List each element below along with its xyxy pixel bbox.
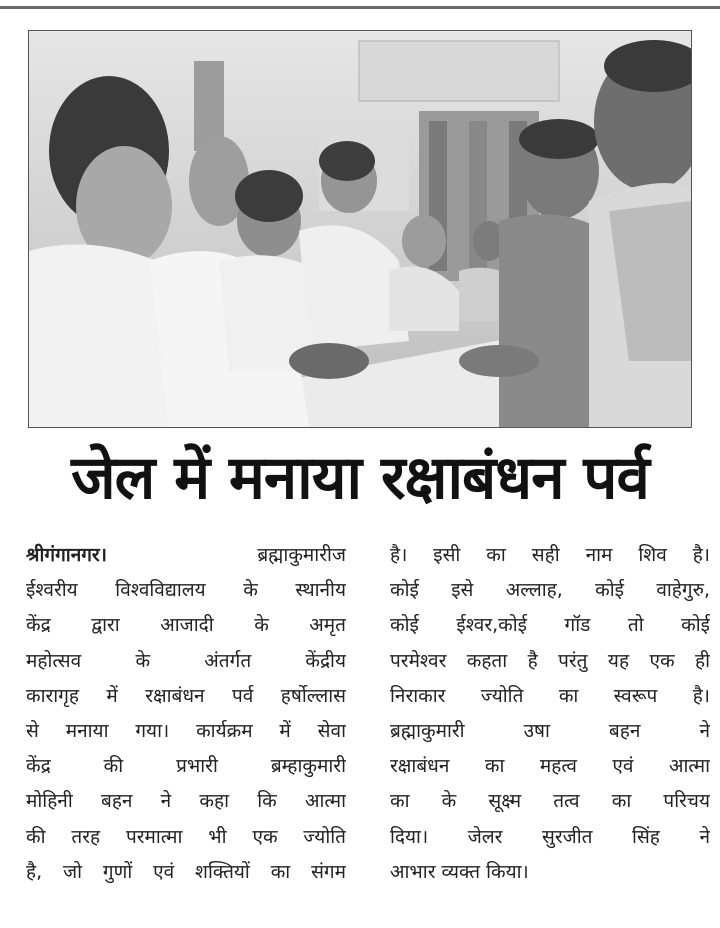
article-line: ईश्वरीय विश्वविद्यालय के स्थानीय bbox=[26, 579, 346, 602]
article-line: मोहिनी बहन ने कहा कि आत्मा bbox=[26, 790, 346, 813]
article-line: कारागृह में रक्षाबंधन पर्व हर्षोल्लास bbox=[26, 684, 346, 707]
article-line: रक्षाबंधन का महत्व एवं आत्मा bbox=[390, 755, 710, 778]
article-line: केंद्र द्वारा आजादी के अमृत bbox=[26, 614, 346, 637]
article-line bbox=[26, 538, 346, 573]
article-line: कोई ईश्वर,कोई गॉड तो कोई bbox=[390, 614, 710, 637]
article-line: केंद्र की प्रभारी ब्रम्हाकुमारी bbox=[26, 755, 346, 778]
article-line: ब्रह्माकुमारी उषा बहन ने bbox=[390, 719, 710, 742]
article-line: कोई इसे अल्लाह, कोई वाहेगुरु, bbox=[390, 579, 710, 602]
article-column-right bbox=[390, 538, 710, 890]
news-photo bbox=[28, 30, 692, 428]
dateline: श्रीगंगानगर। bbox=[26, 544, 107, 566]
article-body bbox=[26, 538, 710, 918]
news-photo-illustration bbox=[29, 31, 691, 427]
article-line: का के सूक्ष्म तत्व का परिचय bbox=[390, 790, 710, 813]
article-line: है, जो गुणों एवं शक्तियों का संगम bbox=[26, 860, 346, 883]
article-line: परमेश्वर कहता है परंतु यह एक ही bbox=[390, 649, 710, 672]
article-column-left bbox=[26, 538, 346, 890]
article-line: निराकार ज्योति का स्वरूप है। bbox=[390, 684, 710, 707]
headline: जेल में मनाया रक्षाबंधन पर्व bbox=[71, 443, 649, 513]
article-line: दिया। जेलर सुरजीत सिंह ने bbox=[390, 825, 710, 848]
top-rule bbox=[0, 6, 720, 9]
article-line-text: ब्रह्माकुमारीज bbox=[106, 544, 346, 566]
article-line: है। इसी का सही नाम शिव है। bbox=[390, 544, 710, 566]
article-line: महोत्सव के अंतर्गत केंद्रीय bbox=[26, 649, 346, 672]
article-line: आभार व्यक्त किया। bbox=[390, 860, 529, 883]
article-line: से मनाया गया। कार्यक्रम में सेवा bbox=[26, 719, 346, 742]
article-line: की तरह परमात्मा भी एक ज्योति bbox=[26, 825, 346, 848]
